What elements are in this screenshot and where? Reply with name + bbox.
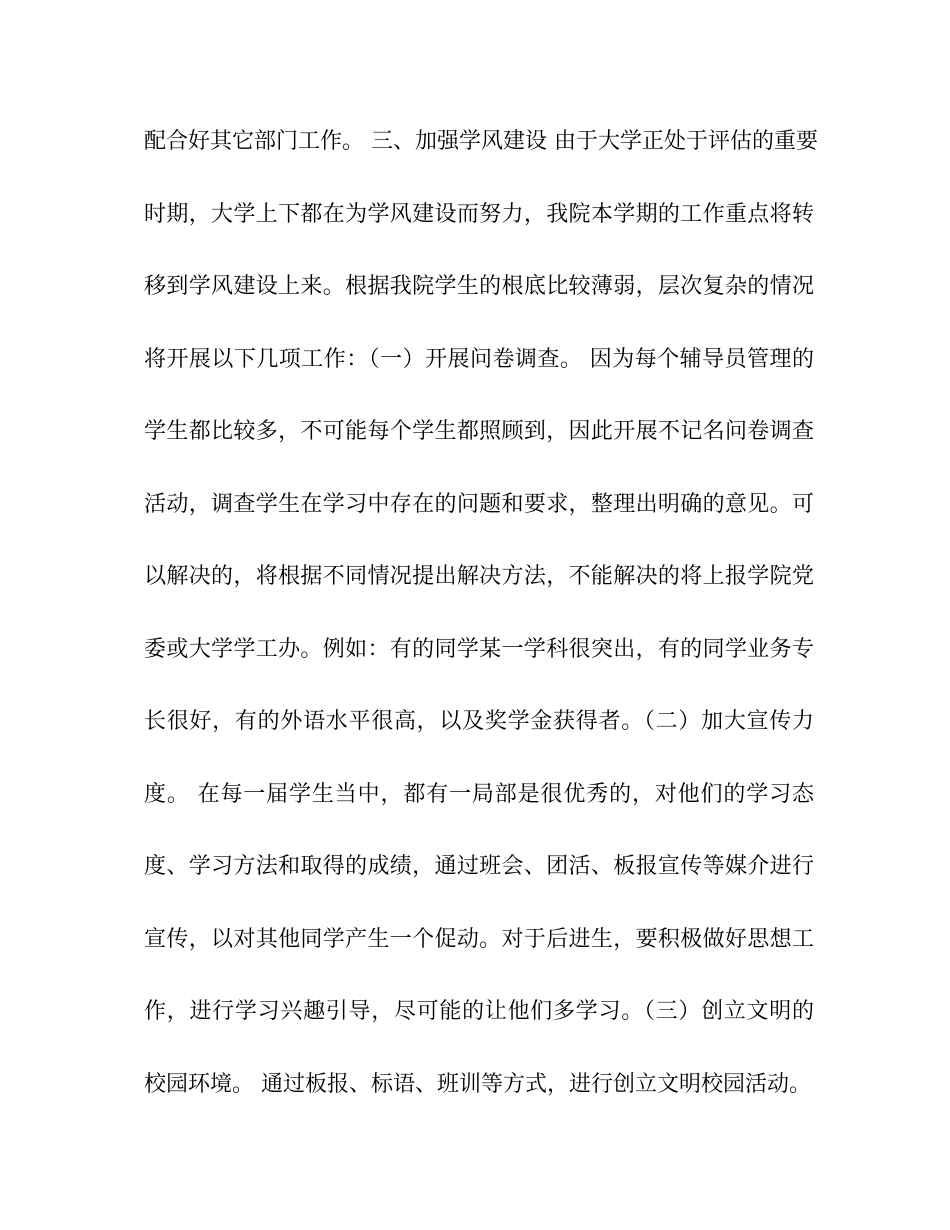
text-line: 配合好其它部门工作。 三、加强学风建设 由于大学正处于评估的重要 xyxy=(144,129,818,154)
text-line: 以解决的，将根据不同情况提出解决方法，不能解决的将上报学院党 xyxy=(144,564,814,589)
text-line: 度。 在每一届学生当中，都有一局部是很优秀的，对他们的学习态 xyxy=(144,781,814,807)
text-line: 时期，大学上下都在为学风建设而努力，我院本学期的工作重点将转 xyxy=(144,201,814,227)
text-line: 度、学习方法和取得的成绩，通过班会、团活、板报宣传等媒介进行 xyxy=(144,854,814,879)
body-text xyxy=(144,118,818,1133)
text-line: 活动，调查学生在学习中存在的问题和要求，整理出明确的意见。可 xyxy=(144,491,814,517)
text-line: 校园环境。 通过板报、标语、班训等方式，进行创立文明校园活动。 xyxy=(144,1071,811,1097)
text-line: 长很好，有的外语水平很高，以及奖学金获得者。（二）加大宣传力 xyxy=(144,709,814,734)
text-line: 移到学风建设上来。根据我院学生的根底比较薄弱，层次复杂的情况 xyxy=(144,274,814,299)
text-line: 宣传，以对其他同学产生一个促动。对于后进生，要积极做好思想工 xyxy=(144,926,814,952)
text-line: 学生都比较多，不可能每个学生都照顾到，因此开展不记名问卷调查 xyxy=(144,419,814,444)
text-line: 委或大学学工办。例如：有的同学某一学科很突出，有的同学业务专 xyxy=(144,636,814,662)
text-line: 作，进行学习兴趣引导，尽可能的让他们多学习。（三）创立文明的 xyxy=(144,999,814,1024)
text-line: 将开展以下几项工作：（一）开展问卷调查。 因为每个辅导员管理的 xyxy=(144,346,814,372)
